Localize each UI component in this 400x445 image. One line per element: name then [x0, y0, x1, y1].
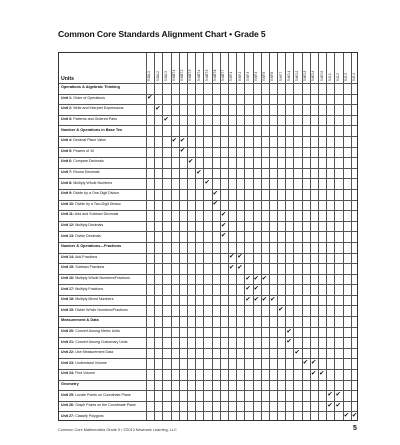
unit-number: Unit 18:	[61, 297, 75, 302]
unit-row	[59, 411, 358, 421]
unit-name: Locate Points on Coordinate Plane	[75, 392, 131, 397]
unit-number: Unit 16:	[61, 275, 75, 280]
column-header: 5.NF.2	[237, 71, 242, 81]
column-header: 5.NBT.2	[180, 69, 185, 81]
unit-label	[61, 298, 114, 302]
column-header: 5.NBT.4	[196, 69, 201, 81]
column-header: 5.OA.2	[155, 71, 160, 81]
unit-label	[61, 171, 100, 175]
check-mark: ✔	[302, 359, 309, 367]
check-mark: ✔	[261, 295, 268, 303]
page-title: Common Core Standards Alignment Chart • Grade 5	[58, 29, 266, 39]
unit-number: Unit 8:	[61, 180, 73, 185]
unit-label	[61, 182, 112, 186]
unit-number: Unit 19:	[61, 307, 75, 312]
unit-number: Unit 22:	[61, 350, 75, 355]
check-mark: ✔	[245, 285, 251, 293]
unit-number: Unit 26:	[61, 403, 75, 408]
column-header: 5.G.1	[327, 73, 332, 81]
unit-name: Multiply Whole Numbers	[73, 180, 113, 185]
column-header: 5.MD.1	[286, 70, 291, 81]
unit-number: Unit 3:	[61, 117, 73, 122]
unit-name: Classify Polygons	[75, 413, 104, 418]
check-mark: ✔	[335, 401, 341, 409]
unit-name: Add and Subtract Decimals	[74, 212, 119, 217]
check-mark: ✔	[335, 391, 341, 399]
unit-name: Add Fractions	[75, 254, 98, 259]
check-mark: ✔	[220, 211, 227, 219]
unit-row	[59, 136, 358, 147]
column-header: 5.MD.2	[294, 70, 299, 81]
check-mark: ✔	[253, 295, 259, 303]
unit-row	[59, 358, 358, 369]
check-mark: ✔	[327, 391, 333, 399]
unit-number: Unit 25:	[61, 392, 75, 397]
column-header: 5.NBT.3	[188, 69, 193, 81]
column-header: 5.NBT.5	[204, 69, 209, 81]
unit-row	[59, 221, 358, 232]
column-header: 5.MD.5	[319, 70, 324, 81]
unit-label	[61, 203, 121, 207]
unit-label	[61, 213, 118, 217]
column-header: 5.G.4	[352, 73, 357, 81]
unit-label	[61, 224, 103, 228]
unit-name: Convert Among Customary Units	[75, 339, 128, 344]
unit-number: Unit 12:	[61, 223, 75, 228]
unit-name: Compare Decimals	[73, 159, 104, 164]
column-header: 5.NF.4	[253, 71, 258, 81]
column-header: 5.OA.1	[147, 71, 152, 81]
check-mark: ✔	[220, 232, 227, 240]
check-mark: ✔	[179, 136, 186, 144]
unit-row	[59, 147, 358, 158]
unit-name: Divide Whole Numbers/Fractions	[75, 307, 128, 312]
unit-number: Unit 4:	[61, 138, 73, 143]
check-mark: ✔	[155, 105, 161, 113]
unit-number: Unit 11:	[61, 212, 74, 217]
check-mark: ✔	[310, 369, 317, 377]
check-mark: ✔	[253, 285, 259, 293]
unit-label	[61, 309, 128, 313]
unit-row	[59, 115, 358, 126]
check-mark: ✔	[204, 179, 210, 187]
unit-label	[61, 139, 106, 143]
unit-number: Unit 10:	[61, 201, 75, 206]
footer-copyright: Common Core Mathematics Grade 5 • ©2013 Newmark Learning, LLC	[58, 428, 177, 432]
unit-name: Powers of 10	[73, 148, 95, 153]
check-mark: ✔	[269, 295, 276, 303]
unit-name: Subtract Fractions	[75, 265, 105, 270]
unit-number: Unit 1:	[61, 95, 73, 100]
unit-name: Multiply Mixed Numbers	[75, 297, 114, 302]
unit-label	[61, 107, 123, 111]
unit-label	[61, 277, 130, 281]
check-mark: ✔	[163, 115, 169, 123]
column-header: 5.G.3	[344, 73, 349, 81]
unit-row	[59, 274, 358, 285]
unit-name: Use Measurement Data	[75, 350, 114, 355]
unit-row	[59, 327, 358, 338]
unit-label	[61, 362, 107, 366]
unit-row	[59, 168, 358, 179]
unit-label	[61, 394, 131, 398]
unit-name: Multiply Fractions	[75, 286, 104, 291]
unit-number: Unit 6:	[61, 159, 73, 164]
unit-number: Unit 27:	[61, 413, 75, 418]
unit-label	[61, 97, 105, 101]
check-mark: ✔	[278, 306, 284, 314]
unit-name: Patterns and Ordered Pairs	[73, 117, 117, 122]
section-row	[59, 380, 358, 391]
unit-row	[59, 157, 358, 168]
unit-row	[59, 104, 358, 115]
column-header: 5.NBT.6	[213, 69, 218, 81]
unit-name: Convert Among Metric Units	[75, 328, 120, 333]
check-mark: ✔	[319, 369, 325, 377]
unit-label	[61, 266, 104, 270]
unit-number: Unit 15:	[61, 265, 75, 270]
column-header: 5.NBT.7	[221, 69, 226, 81]
column-header: 5.G.2	[335, 73, 340, 81]
unit-row	[59, 178, 358, 189]
section-label: Measurement & Data	[61, 318, 99, 323]
section-row	[59, 83, 358, 94]
unit-name: Understand Volume	[75, 360, 107, 365]
unit-label	[61, 341, 128, 345]
check-mark: ✔	[310, 359, 317, 367]
unit-row	[59, 231, 358, 242]
unit-row	[59, 284, 358, 295]
section-label: Operations & Algebraic Thinking	[61, 85, 120, 90]
unit-name: Multiply Whole Numbers/Fractions	[75, 275, 130, 280]
unit-number: Unit 13:	[61, 233, 75, 238]
unit-row	[59, 263, 358, 274]
alignment-chart	[58, 52, 358, 421]
unit-row	[59, 305, 358, 316]
unit-number: Unit 21:	[61, 339, 75, 344]
unit-row	[59, 189, 358, 200]
check-mark: ✔	[179, 147, 186, 155]
check-mark: ✔	[245, 295, 251, 303]
unit-label	[61, 192, 119, 196]
column-header: 5.NBT.1	[172, 69, 177, 81]
unit-label	[61, 160, 104, 164]
unit-row	[59, 253, 358, 264]
unit-row	[59, 369, 358, 380]
check-mark: ✔	[220, 221, 227, 229]
unit-row	[59, 348, 358, 359]
unit-name: Graph Points on the Coordinate Plane	[75, 403, 136, 408]
check-mark: ✔	[237, 253, 243, 261]
column-header: 5.NF.3	[245, 71, 250, 81]
column-header: 5.MD.4	[311, 70, 316, 81]
unit-number: Unit 14:	[61, 254, 75, 259]
unit-row	[59, 94, 358, 105]
column-header: 5.NF.1	[229, 71, 234, 81]
unit-name: Round Decimals	[73, 170, 100, 175]
check-mark: ✔	[196, 168, 202, 176]
check-mark: ✔	[294, 348, 300, 356]
unit-number: Unit 24:	[61, 371, 75, 376]
column-header: 5.OA.3	[163, 71, 168, 81]
unit-label	[61, 288, 103, 292]
unit-name: Divide Decimals	[75, 233, 101, 238]
column-header: 5.NF.6	[270, 71, 275, 81]
unit-number: Unit 2:	[61, 106, 73, 111]
section-row	[59, 242, 358, 253]
check-mark: ✔	[351, 412, 358, 420]
unit-name: Multiply Decimals	[75, 223, 104, 228]
unit-label	[61, 256, 97, 260]
unit-label	[61, 235, 101, 239]
unit-row	[59, 390, 358, 401]
unit-number: Unit 23:	[61, 360, 75, 365]
check-mark: ✔	[229, 253, 235, 261]
unit-label	[61, 330, 120, 334]
check-mark: ✔	[343, 412, 350, 420]
check-mark: ✔	[327, 401, 333, 409]
unit-name: Order of Operations	[73, 95, 105, 100]
column-header: 5.NF.5	[262, 71, 267, 81]
unit-label	[61, 351, 113, 355]
section-label: Number & Operations in Base Ten	[61, 127, 123, 132]
check-mark: ✔	[261, 274, 268, 282]
unit-number: Unit 17:	[61, 286, 75, 291]
check-mark: ✔	[229, 263, 235, 271]
unit-label	[61, 118, 117, 122]
unit-row	[59, 295, 358, 306]
check-mark: ✔	[212, 200, 218, 208]
section-label: Number & Operations—Fractions	[61, 244, 122, 249]
check-mark: ✔	[245, 274, 251, 282]
unit-row	[59, 401, 358, 412]
page-number: 5	[353, 425, 357, 432]
check-mark: ✔	[212, 189, 218, 197]
units-header: Units	[61, 76, 74, 82]
unit-number: Unit 7:	[61, 170, 73, 175]
unit-name: Divide by a One-Digit Divisor	[73, 191, 120, 196]
check-mark: ✔	[171, 136, 178, 144]
unit-name: Write and Interpret Expressions	[73, 106, 124, 111]
unit-label	[61, 372, 95, 376]
unit-label	[61, 404, 136, 408]
unit-name: Divide by a Two-Digit Divisor	[75, 201, 121, 206]
unit-number: Unit 20:	[61, 328, 75, 333]
unit-number: Unit 5:	[61, 148, 73, 153]
check-mark: ✔	[147, 94, 153, 102]
unit-row	[59, 337, 358, 348]
unit-row	[59, 210, 358, 221]
column-header: 5.MD.3	[303, 70, 308, 81]
section-label: Geometry	[61, 381, 79, 386]
section-row	[59, 125, 358, 136]
unit-label	[61, 150, 94, 154]
unit-name: Decimal Place Value	[73, 138, 107, 143]
unit-number: Unit 9:	[61, 191, 73, 196]
check-mark: ✔	[253, 274, 259, 282]
check-mark: ✔	[286, 327, 292, 335]
section-row	[59, 316, 358, 327]
check-mark: ✔	[237, 263, 243, 271]
unit-row	[59, 200, 358, 211]
check-mark: ✔	[286, 338, 292, 346]
check-mark: ✔	[188, 158, 194, 166]
column-header: 5.NF.7	[278, 71, 283, 81]
unit-name: Find Volume	[75, 371, 96, 376]
unit-label	[61, 415, 104, 419]
